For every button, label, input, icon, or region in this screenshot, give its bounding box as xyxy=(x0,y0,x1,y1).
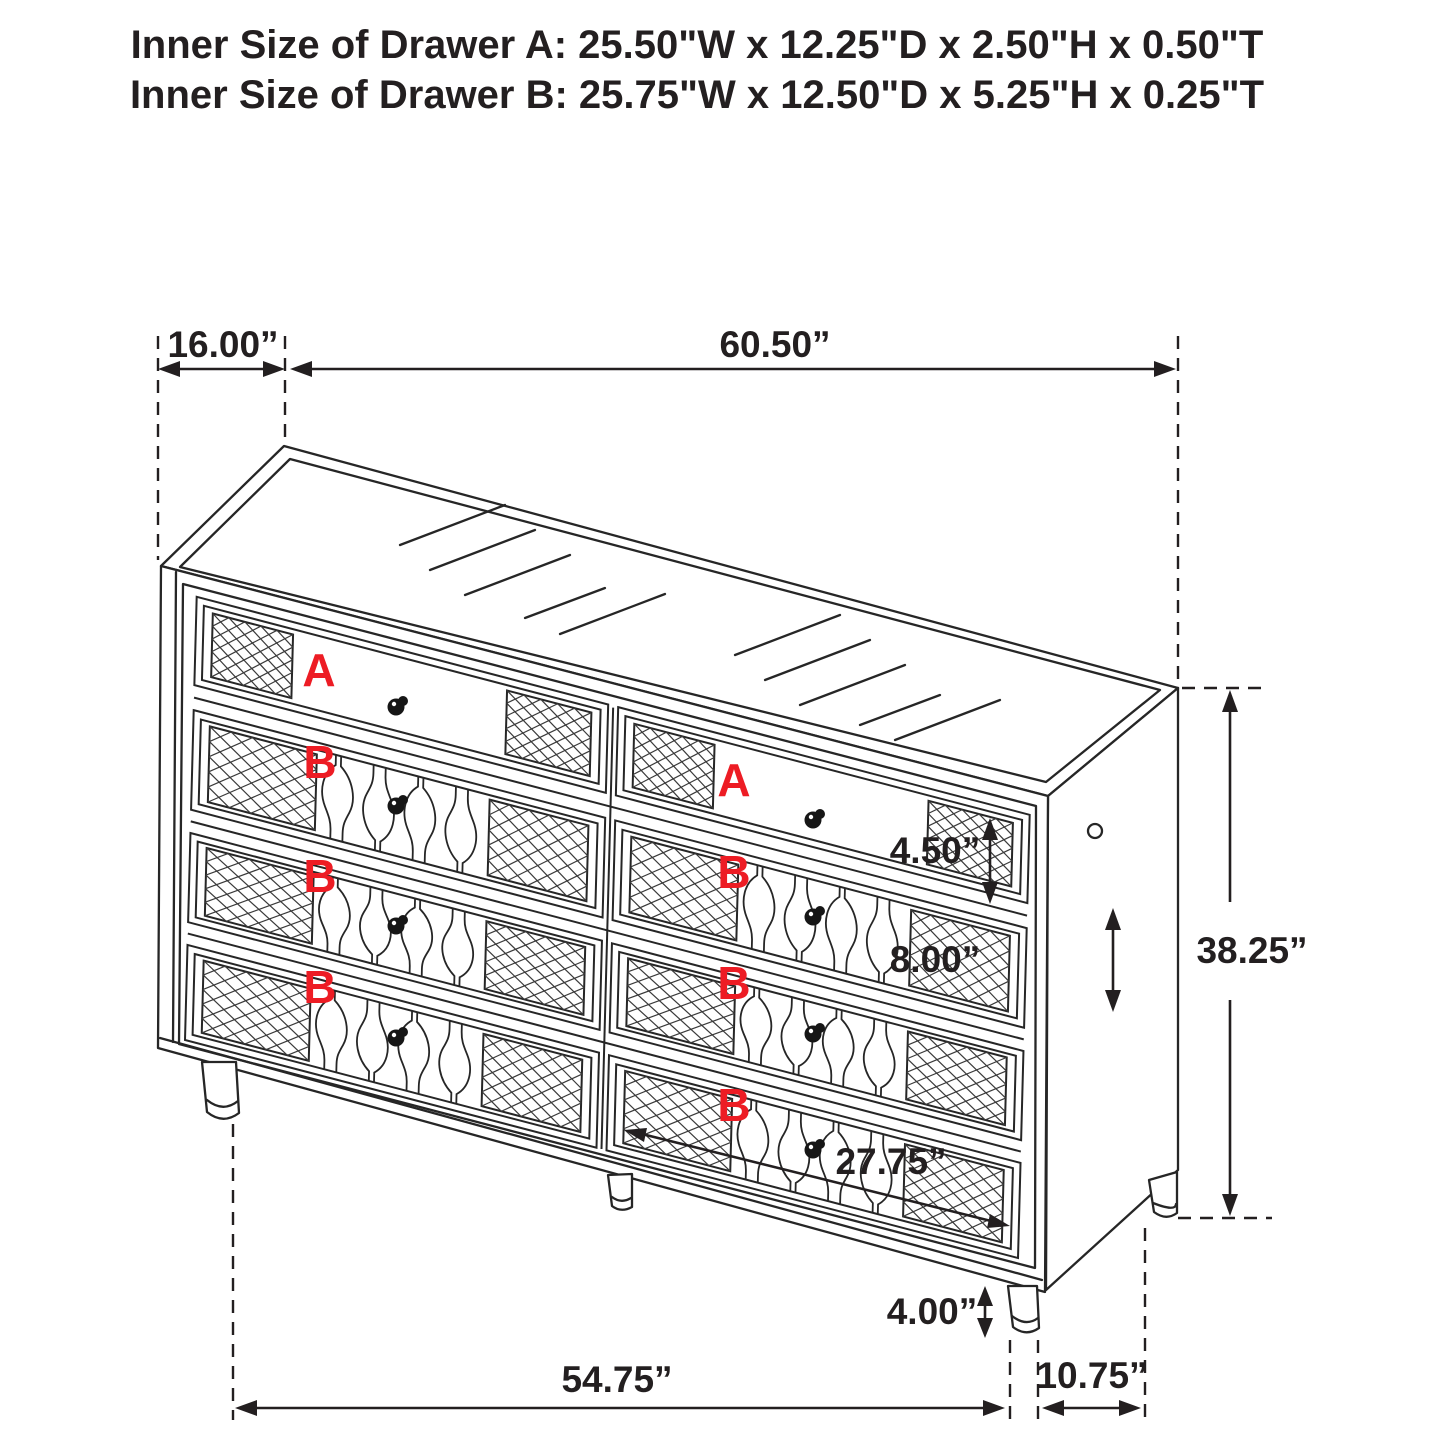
label-drawer-a-left: A xyxy=(302,644,336,696)
dresser-drawing xyxy=(158,446,1178,1332)
dim-overall-height xyxy=(1178,688,1308,1218)
dim-text-bottom-depth: 10.75” xyxy=(1036,1355,1148,1396)
label-drawer-b3-right: B xyxy=(717,1079,751,1131)
label-drawer-a-right: A xyxy=(717,754,751,806)
dim-text-leg-height: 4.00” xyxy=(886,1291,978,1332)
front-left-leg xyxy=(202,1062,239,1119)
back-right-leg xyxy=(1149,1172,1177,1217)
dim-text-drawer-b-height: 8.00” xyxy=(889,939,981,980)
title-block xyxy=(130,23,1264,117)
title-line-1: Inner Size of Drawer A: 25.50"W x 12.25"D x 2.50"H x 0.50"T xyxy=(130,23,1264,67)
dim-text-top-depth: 16.00” xyxy=(167,324,279,365)
dim-leg-height xyxy=(887,1286,993,1338)
label-drawer-b1-right: B xyxy=(717,846,751,898)
dim-text-bottom-width: 54.75” xyxy=(561,1359,673,1400)
dim-text-overall-height: 38.25” xyxy=(1196,930,1308,971)
label-drawer-b2-right: B xyxy=(717,957,751,1009)
label-drawer-b1-left: B xyxy=(303,736,337,788)
label-drawer-b2-left: B xyxy=(303,850,337,902)
dim-text-drawer-diagonal: 27.75” xyxy=(835,1141,947,1182)
front-right-leg xyxy=(1008,1286,1039,1332)
title-line-2: Inner Size of Drawer B: 25.75"W x 12.50"D x 5.25"H x 0.25"T xyxy=(129,73,1265,117)
dim-text-top-width: 60.50” xyxy=(719,324,831,365)
dim-text-drawer-a-height: 4.50” xyxy=(889,830,981,871)
label-drawer-b3-left: B xyxy=(303,961,337,1013)
front-center-leg xyxy=(608,1174,632,1210)
